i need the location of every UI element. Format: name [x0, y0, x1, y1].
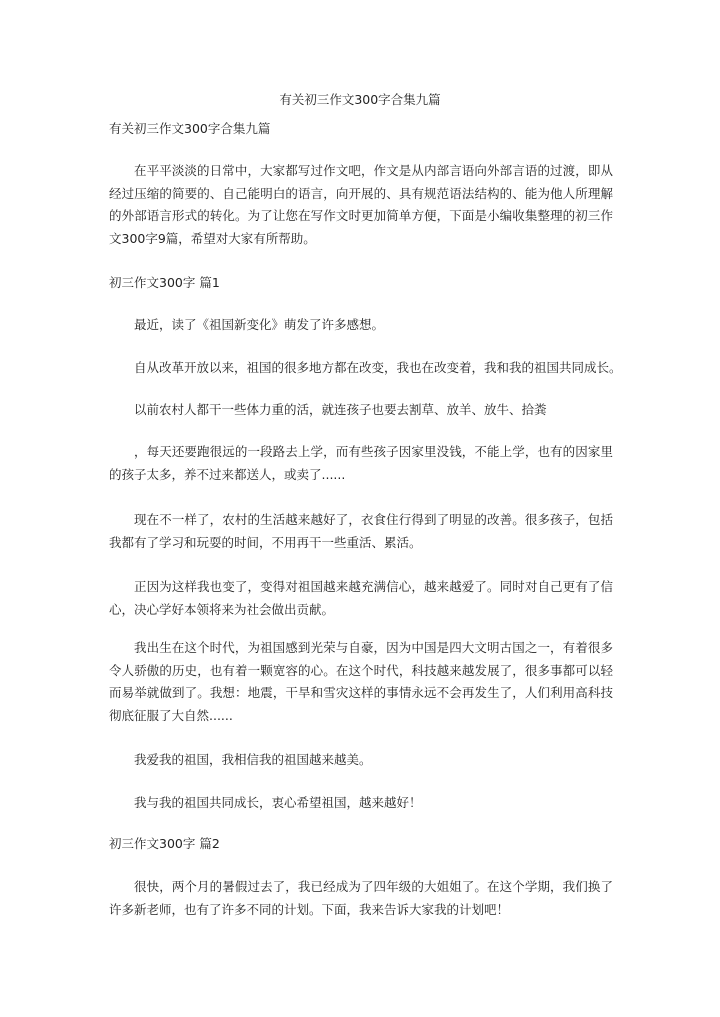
essay1-paragraph-5: 现在不一样了，农村的生活越来越好了，衣食住行得到了明显的改善。很多孩子，包括我都有了学习和玩耍的时间，不用再干一些重活、累活。	[109, 512, 613, 550]
essay1-paragraph-1: 最近，读了《祖国新变化》萌发了许多感想。	[134, 317, 385, 332]
essay1-paragraph-2: 自从改革开放以来，祖国的很多地方都在改变，我也在改变着，我和我的祖国共同成长。	[134, 360, 622, 375]
document-subtitle: 有关初三作文300字合集九篇	[109, 121, 271, 136]
essay1-paragraph-4: ，每天还要跑很远的一段路去上学，而有些孩子因家里没钱，不能上学，也有的因家里的孩子太多，养不过来都送人，或卖了......	[109, 444, 613, 482]
essay2-heading: 初三作文300字 篇2	[109, 836, 220, 851]
essay1-paragraph-3: 以前农村人都干一些体力重的活，就连孩子也要去割草、放羊、放牛、拾粪	[134, 402, 547, 417]
essay1-paragraph-6: 正因为这样我也变了，变得对祖国越来越充满信心，越来越爱了。同时对自己更有了信心，决心学好本领将来为社会做出贡献。	[109, 579, 613, 617]
essay1-paragraph-7: 我出生在这个时代，为祖国感到光荣与自豪，因为中国是四大文明古国之一，有着很多令人骄傲的历史，也有着一颗宽容的心。在这个时代，科技越来越发展了，很多事都可以轻而易举就做到了。我想：地震，干旱和雪灾这样的事情永远不会再发生了，人们利用高科技彻底征服了大自然......	[109, 640, 613, 723]
essay1-paragraph-9: 我与我的祖国共同成长，衷心希望祖国，越来越好！	[134, 795, 422, 810]
intro-paragraph: 在平平淡淡的日常中，大家都写过作文吧，作文是从内部言语向外部言语的过渡，即从经过压缩的简要的、自己能明白的语言，向开展的、具有规范语法结构的、能为他人所理解的外部语言形式的转化。为了让您在写作文时更加简单方便，下面是小编收集整理的初三作文300字9篇，希望对大家有所帮助。	[109, 163, 613, 246]
essay2-paragraph-1: 很快，两个月的暑假过去了，我已经成为了四年级的大姐姐了。在这个学期，我们换了许多新老师，也有了许多不同的计划。下面，我来告诉大家我的计划吧！	[109, 879, 613, 917]
document-title: 有关初三作文300字合集九篇	[279, 92, 441, 107]
essay1-heading: 初三作文300字 篇1	[109, 275, 220, 290]
essay1-paragraph-8: 我爱我的祖国，我相信我的祖国越来越美。	[134, 752, 372, 767]
